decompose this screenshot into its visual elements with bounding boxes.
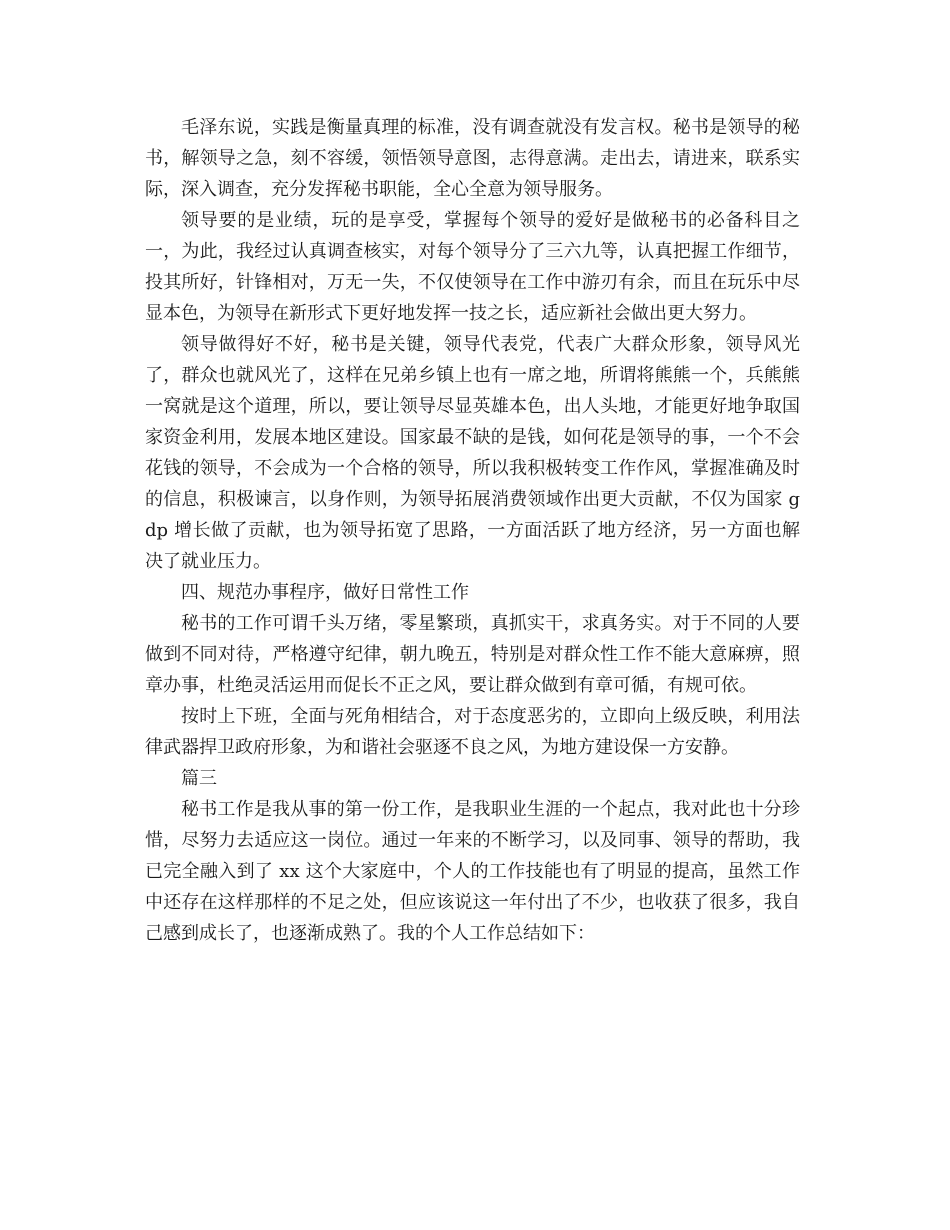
paragraph-punctuality: 按时上下班，全面与死角相结合，对于态度恶劣的，立即向上级反映，利用法律武器捍卫政府形象，为和谐社会驱逐不良之风，为地方建设保一方安静。 <box>145 706 800 758</box>
paragraph-first-job: 秘书工作是我从事的第一份工作，是我职业生涯的一个起点，我对此也十分珍惜，尽努力去适应这一岗位。通过一年来的不断学习，以及同事、领导的帮助，我已完全融入到了 xx 这个大家庭中，个人的工作技能也有了明显的提高，虽然工作中还存在这样那样的不足之处，但应该说这一年付出了不少，也收获了很多，我自己感到成长了，也逐渐成熟了。我的个人工作总结如下： <box>145 799 800 944</box>
paragraph-daily-work: 秘书的工作可谓千头万绪，零星繁琐，真抓实干，求真务实。对于不同的人要做到不同对待，严格遵守纪律，朝九晚五，特别是对群众性工作不能大意麻痹，照章办事，杜绝灵活运用而促长不正之风，要让群众做到有章可循，有规可依。 <box>145 613 800 696</box>
section-heading-part-three: 篇三 <box>181 768 217 789</box>
section-heading-four: 四、规范办事程序，做好日常性工作 <box>181 582 469 603</box>
paragraph-mao-quote: 毛泽东说，实践是衡量真理的标准，没有调查就没有发言权。秘书是领导的秘书，解领导之急，刻不容缓，领悟领导意图，志得意满。走出去，请进来，联系实际，深入调查，充分发挥秘书职能，全心全意为领导服务。 <box>145 117 800 200</box>
document-page <box>145 112 800 949</box>
paragraph-secretary-key: 领导做得好不好，秘书是关键，领导代表党，代表广大群众形象，领导风光了，群众也就风光了，这样在兄弟乡镇上也有一席之地，所谓将熊熊一个，兵熊熊一窝就是这个道理，所以，要让领导尽显英雄本色，出人头地，才能更好地争取国家资金利用，发展本地区建设。国家最不缺的是钱，如何花是领导的事，一个不会花钱的领导，不会成为一个合格的领导，所以我积极转变工作作风，掌握准确及时的信息，积极谏言，以身作则，为领导拓展消费领域作出更大贡献，不仅为国家 gdp 增长做了贡献，也为领导拓宽了思路，一方面活跃了地方经济，另一方面也解决了就业压力。 <box>145 334 800 572</box>
paragraph-leader-hobbies: 领导要的是业绩，玩的是享受，掌握每个领导的爱好是做秘书的必备科目之一，为此，我经过认真调查核实，对每个领导分了三六九等，认真把握工作细节，投其所好，针锋相对，万无一失，不仅使领导在工作中游刃有余，而且在玩乐中尽显本色，为领导在新形式下更好地发挥一技之长，适应新社会做出更大努力。 <box>145 210 800 324</box>
